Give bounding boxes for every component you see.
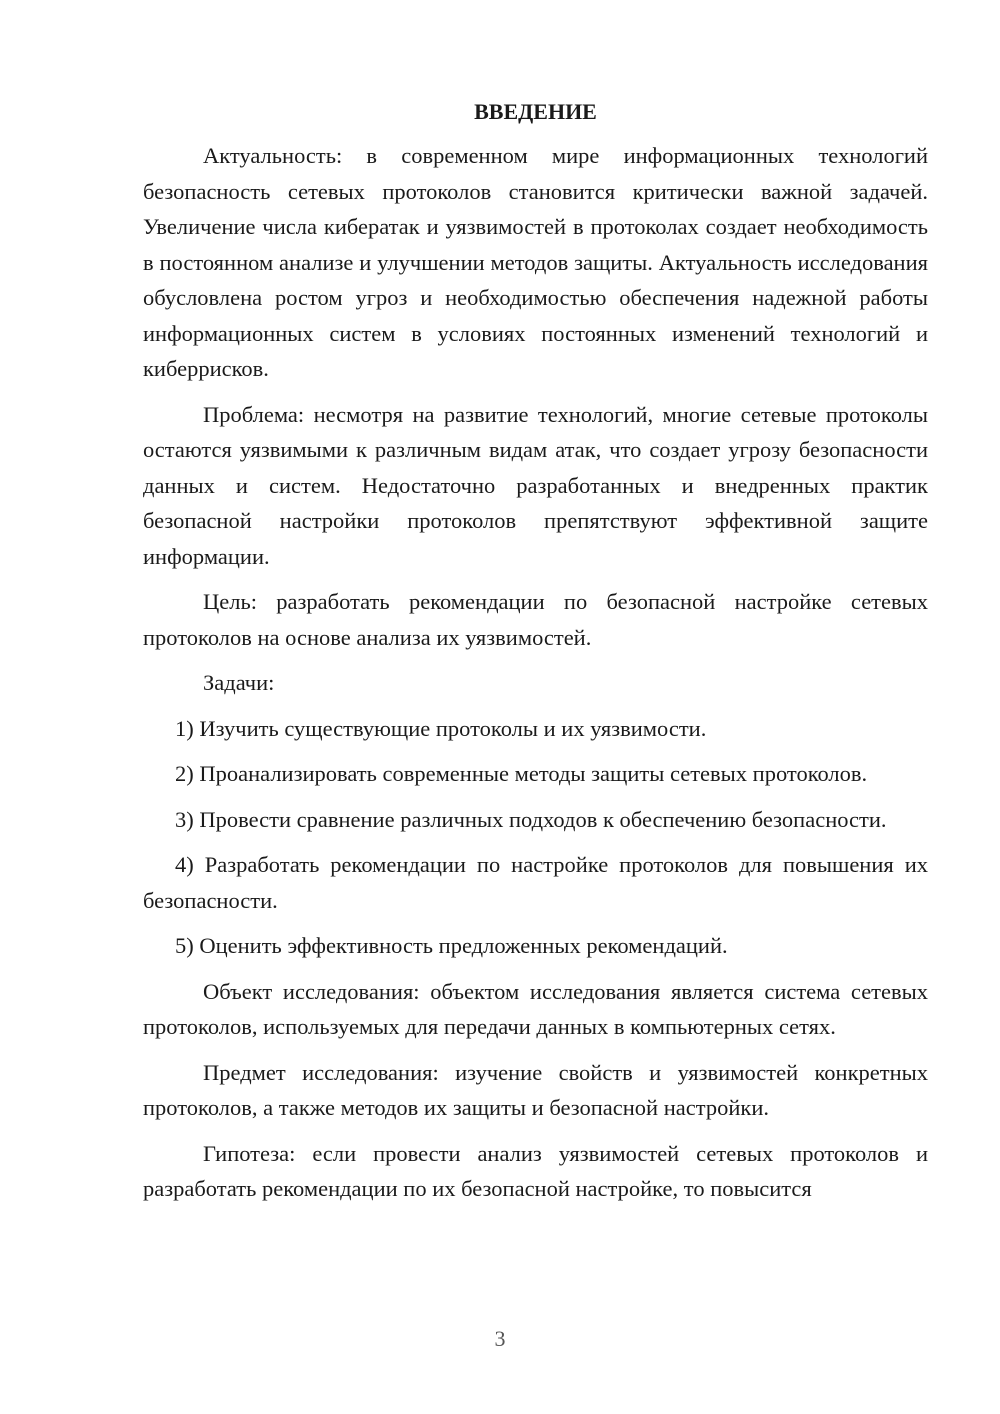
task-item: 2) Проанализировать современные методы защиты сетевых протоколов. [175, 761, 868, 786]
paragraph-subject: Предмет исследования: изучение свойств и уязвимостей конкретных протоколов, а также методов их защиты и безопасной настройки. [143, 1059, 928, 1120]
paragraph-object: Объект исследования: объектом исследования является система сетевых протоколов, используемых для передачи данных в компьютерных сетях. [143, 978, 928, 1039]
page-number: 3 [494, 1326, 506, 1351]
page-title: ВВЕДЕНИЕ [474, 99, 597, 124]
task-item: 3) Провести сравнение различных подходов к обеспечению безопасности. [175, 806, 887, 832]
paragraph-goal: Цель: разработать рекомендации по безопасной настройке сетевых протоколов на основе анализа их уязвимостей. [143, 589, 928, 650]
tasks-heading: Задачи: [203, 670, 275, 695]
paragraph-relevance: Актуальность: в современном мире информационных технологий безопасность сетевых протоколов становится критически важной задачей. Увеличение числа кибератак и уязвимостей в протоколах создает необходимость в постоянном анализе и улучшении методов защиты. Актуальность исследования обусловлена ростом угроз и необходимостью обеспечения надежной работы информационных систем в условиях постоянных изменений технологий и киберрисков. [143, 143, 928, 381]
paragraph-hypothesis: Гипотеза: если провести анализ уязвимостей сетевых протоколов и разработать рекомендации по их безопасной настройке, то повысится [143, 1140, 928, 1201]
task-item: 4) Разработать рекомендации по настройке протоколов для повышения их безопасности. [143, 852, 928, 913]
task-item: 1) Изучить существующие протоколы и их уязвимости. [175, 715, 707, 741]
document-body [143, 96, 928, 1217]
task-item: 5) Оценить эффективность предложенных рекомендаций. [175, 933, 728, 958]
paragraph-problem: Проблема: несмотря на развитие технологий, многие сетевые протоколы остаются уязвимыми к различным видам атак, что создает угрозу безопасности данных и систем. Недостаточно разработанных и внедренных практик безопасной настройки протоколов препятствуют эффективной защите информации. [143, 401, 928, 569]
